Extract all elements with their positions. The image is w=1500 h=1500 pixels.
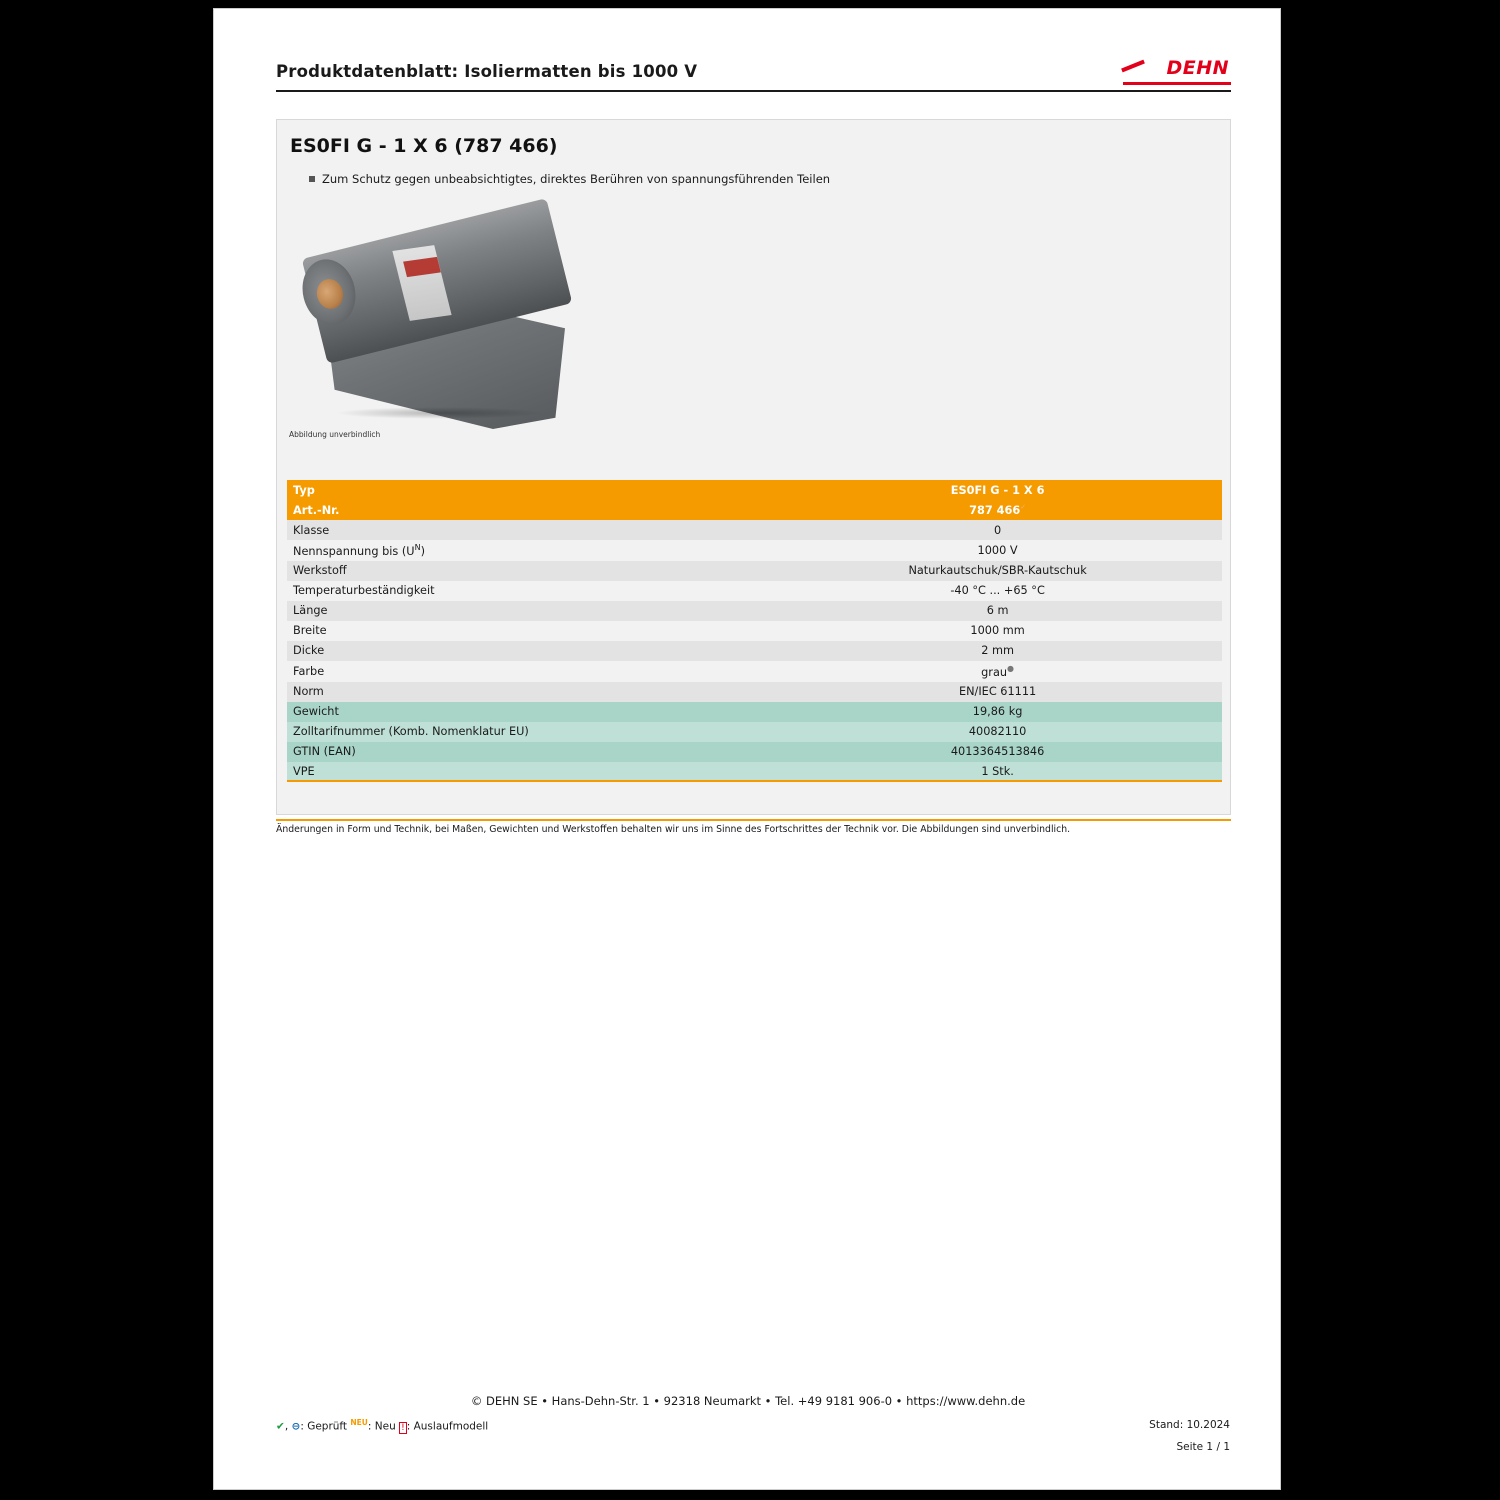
insulating-mat-roll-illustration [305,201,615,441]
dehn-logo [1111,54,1231,88]
table-row [287,540,1222,561]
image-caption: Abbildung unverbindlich [289,430,381,439]
spec-key: Klasse [287,520,773,540]
footer-company-line: © DEHN SE • Hans-Dehn-Str. 1 • 92318 Neumarkt • Tel. +49 9181 906-0 • https://www.dehn.de [470,1394,1026,1408]
spec-key: Zolltarifnummer (Komb. Nomenklatur EU) [287,722,773,742]
spec-value: grau● [773,661,1222,682]
spec-value: 0 [773,520,1222,540]
spec-key: Temperaturbeständigkeit [287,581,773,601]
legend-auslauf-label: : Auslaufmodell [406,1420,489,1433]
table-row [287,762,1222,782]
color-marker-icon: ● [1007,663,1015,673]
minus-circle-icon: ⊖ [291,1420,301,1433]
discontinued-icon: ! [401,1422,405,1433]
spec-value: 6 m [773,601,1222,621]
footer-legend [276,1418,488,1433]
document-page [213,8,1281,1490]
footer-page: Seite 1 / 1 [1176,1441,1230,1453]
spec-value: 1 Stk. [773,762,1222,782]
legend-geprueft-label: : Geprüft [300,1420,348,1433]
spec-key: Länge [287,601,773,621]
footer-stand: Stand: 10.2024 [1149,1419,1230,1431]
spec-key: Farbe [287,661,773,682]
table-row [287,561,1222,581]
spec-key: Nennspannung bis $(U^N)$ [287,540,773,561]
spec-value: EN/IEC 61111 [773,682,1222,702]
table-row [287,480,1222,500]
spec-value: 787 466✓ [773,500,1222,520]
check-icon: ✔ [276,1420,285,1433]
legend-neu-label: : Neu [367,1420,396,1433]
spec-value: ES0FI G - 1 X 6 [773,480,1222,500]
spec-value: 40082110 [773,722,1222,742]
footer-meta [1149,1414,1230,1458]
spec-value: 1000 V [773,540,1222,561]
product-card [276,119,1231,815]
spec-value: 19,86 kg [773,702,1222,722]
table-row [287,601,1222,621]
logo-text: DEHN [1166,57,1229,79]
table-row [287,641,1222,661]
spec-key: GTIN (EAN) [287,742,773,762]
table-row [287,722,1222,742]
art-nr-marker: ✓ [1020,503,1027,512]
bullet-square-icon [309,176,315,182]
table-row [287,520,1222,540]
table-row [287,581,1222,601]
spec-value: 4013364513846 [773,742,1222,762]
table-row [287,661,1222,682]
page-header [276,54,1231,94]
table-row [287,682,1222,702]
new-icon: NEU [350,1418,368,1427]
specification-table [287,480,1222,782]
spec-value: 2 mm [773,641,1222,661]
spec-value: -40 °C ... +65 °C [773,581,1222,601]
spec-key: Art.-Nr. [287,500,773,520]
product-image [287,195,617,450]
logo-underline [1123,82,1231,85]
product-bullet [309,172,830,186]
spec-key: Gewicht [287,702,773,722]
spec-key: Breite [287,621,773,641]
header-divider [276,90,1231,92]
logo-slash-icon [1121,60,1145,73]
spec-key: Werkstoff [287,561,773,581]
spec-value: 1000 mm [773,621,1222,641]
spec-key: VPE [287,762,773,782]
table-row [287,500,1222,520]
page-title: Produktdatenblatt: Isoliermatten bis 1000 V [276,62,698,81]
table-row [287,702,1222,722]
legend-sep: , [284,1420,292,1433]
disclaimer-text: Änderungen in Form und Technik, bei Maßen, Gewichten und Werkstoffen behalten wir uns im Sinne des Fortschrittes der Technik vor. Die Abbildungen sind unverbindlich. [276,824,1071,835]
spec-key: Norm [287,682,773,702]
table-row [287,742,1222,762]
spec-key: Dicke [287,641,773,661]
spec-key: Typ [287,480,773,500]
product-bullet-text: Zum Schutz gegen unbeabsichtigtes, direktes Berühren von spannungsführenden Teilen [322,172,831,186]
table-bottom-rule [287,780,1222,782]
disclaimer-rule [276,819,1231,821]
table-row [287,621,1222,641]
product-title: ES0FI G - 1 X 6 (787 466) [290,135,558,157]
spec-value: Naturkautschuk/SBR-Kautschuk [773,561,1222,581]
mat-roll-shadow [335,407,545,419]
